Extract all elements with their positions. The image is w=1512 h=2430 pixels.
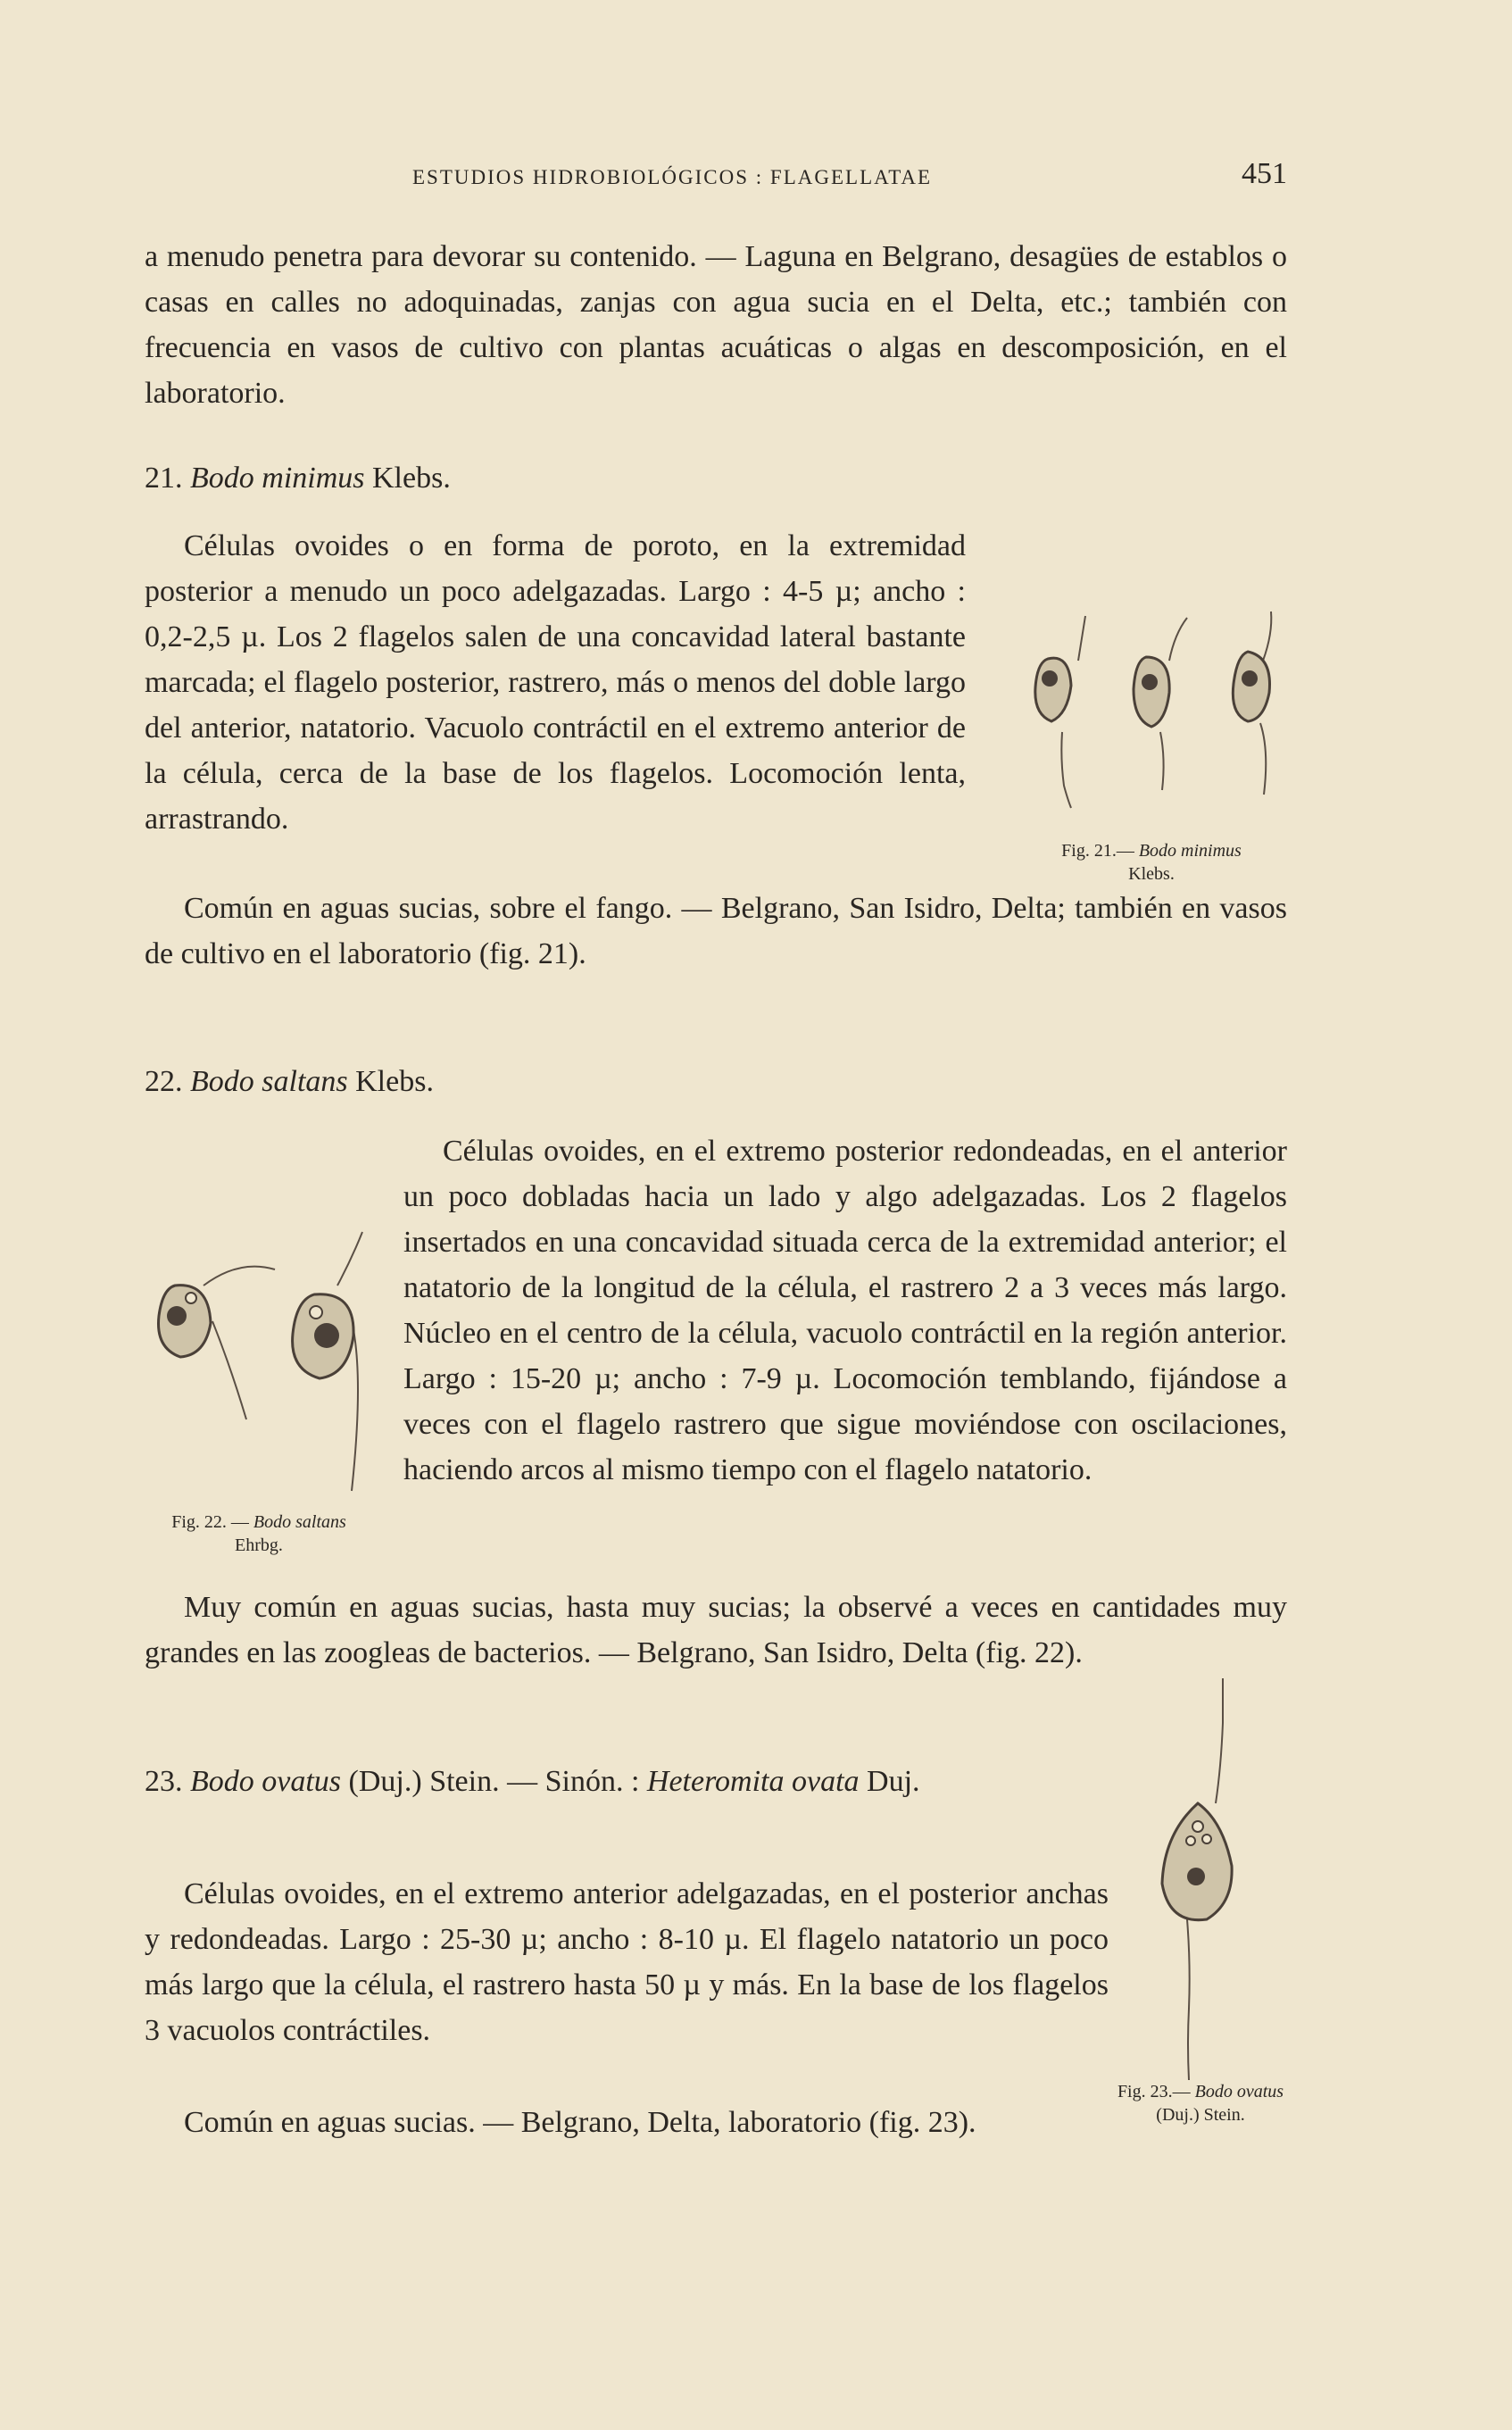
fig-author: Ehrbg. — [235, 1535, 283, 1555]
page-number: 451 — [1242, 157, 1287, 190]
fig-species-name: Bodo ovatus — [1194, 2082, 1284, 2101]
species-author: Klebs. — [372, 462, 451, 495]
species-number: 22. — [145, 1065, 183, 1098]
figure-21-caption — [1000, 839, 1303, 886]
cell-right — [293, 1232, 362, 1491]
cell-2 — [1134, 618, 1187, 790]
figure-22-illustration — [141, 1223, 382, 1509]
intro-text: a menudo penetra para devorar su contenido. — Laguna en Belgrano, desagües de establos o casas en calles no adoquinadas, zanjas con agua sucia en el Delta, etc.; también con frecuencia en vasos de cultivo con plantas acuáticas o algas en descomposición, en el laboratorio. — [145, 240, 1287, 410]
synonym-prefix: — Sinón. : — [507, 1765, 640, 1798]
species-21-description — [145, 523, 966, 842]
species-23-dist-text: Común en aguas sucias. — Belgrano, Delta, laboratorio (fig. 23). — [184, 2106, 976, 2139]
species-23-description — [145, 1871, 1109, 2053]
fig-label: Fig. 21.— — [1061, 841, 1134, 861]
species-name: Bodo ovatus — [190, 1765, 342, 1798]
species-21-distribution — [145, 886, 1287, 977]
species-21-desc-text: Células ovoides o en forma de poroto, en la extremidad posterior a menudo un poco adelgazadas. Largo : 4-5 µ; ancho : 0,2-2,5 µ. Los 2 flagelos salen de una concavidad lateral bastante marcada; el flagelo posterior, rastrero, más o menos del doble largo del anterior, natatorio. Vacuolo contráctil en el extremo anterior de la célula, cerca de la base de los flagelos. Locomoción lenta, arrastrando. — [145, 529, 966, 836]
species-22-distribution — [145, 1585, 1287, 1676]
species-author: Klebs. — [355, 1065, 434, 1098]
fig-author: Klebs. — [1128, 864, 1175, 884]
species-author: (Duj.) Stein. — [348, 1765, 500, 1798]
species-number: 21. — [145, 462, 183, 495]
species-22-dist-text: Muy común en aguas sucias, hasta muy sucias; la observé a veces en cantidades muy grandes en las zoogleas de bacterios. — Belgrano, San Isidro, Delta (fig. 22). — [145, 1591, 1287, 1669]
species-22-desc-text: Células ovoides, en el extremo posterior redondeadas, en el anterior un poco dobladas hacia un lado y algo adelgazadas. Los 2 flagelos insertados en una concavidad situada cerca de la extremidad anterior; el natatorio de la longitud de la célula, el rastrero 2 a 3 veces más largo. Núcleo en el centro de la célula, vacuolo contráctil en la región anterior. Largo : 15-20 µ; ancho : 7-9 µ. Locomoción temblando, fijándose a veces con el flagelo rastrero que sigue moviéndose con oscilaciones, haciendo arcos al mismo tiempo con el flagelo natatorio. — [403, 1135, 1287, 1486]
synonym-name: Heteromita ovata — [646, 1765, 860, 1798]
figure-21-illustration — [1009, 607, 1294, 812]
figure-23-illustration — [1134, 1669, 1259, 2089]
species-23-distribution — [145, 2100, 1109, 2145]
figure-23-caption — [1116, 2080, 1285, 2126]
species-22-heading — [145, 1059, 434, 1104]
species-21-heading — [145, 455, 451, 501]
species-name: Bodo saltans — [190, 1065, 348, 1098]
synonym-author: Duj. — [867, 1765, 920, 1798]
figure-22-caption — [147, 1510, 370, 1557]
fig-author: (Duj.) Stein. — [1156, 2105, 1245, 2125]
cell-1 — [1035, 616, 1085, 808]
fig-label: Fig. 23.— — [1117, 2082, 1191, 2101]
intro-paragraph — [145, 234, 1287, 416]
cell-3 — [1233, 612, 1271, 795]
cell-left — [159, 1267, 276, 1419]
fig-species-name: Bodo minimus — [1138, 841, 1242, 861]
species-name: Bodo minimus — [190, 462, 365, 495]
species-number: 23. — [145, 1765, 183, 1798]
running-title: ESTUDIOS HIDROBIOLÓGICOS : FLAGELLATAE — [412, 166, 933, 188]
fig-species-name: Bodo saltans — [253, 1512, 346, 1532]
fig-label: Fig. 22. — — [171, 1512, 249, 1532]
species-21-dist-text: Común en aguas sucias, sobre el fango. — Belgrano, San Isidro, Delta; también en vasos de cultivo en el laboratorio (fig. 21). — [145, 892, 1287, 970]
species-23-heading — [145, 1759, 1109, 1804]
species-23-desc-text: Células ovoides, en el extremo anterior adelgazadas, en el posterior anchas y redondeadas. Largo : 25-30 µ; ancho : 8-10 µ. El flagelo natatorio un poco más largo que la célula, el rastrero hasta 50 µ y más. En la base de los flagelos 3 vacuolos contráctiles. — [145, 1877, 1109, 2047]
